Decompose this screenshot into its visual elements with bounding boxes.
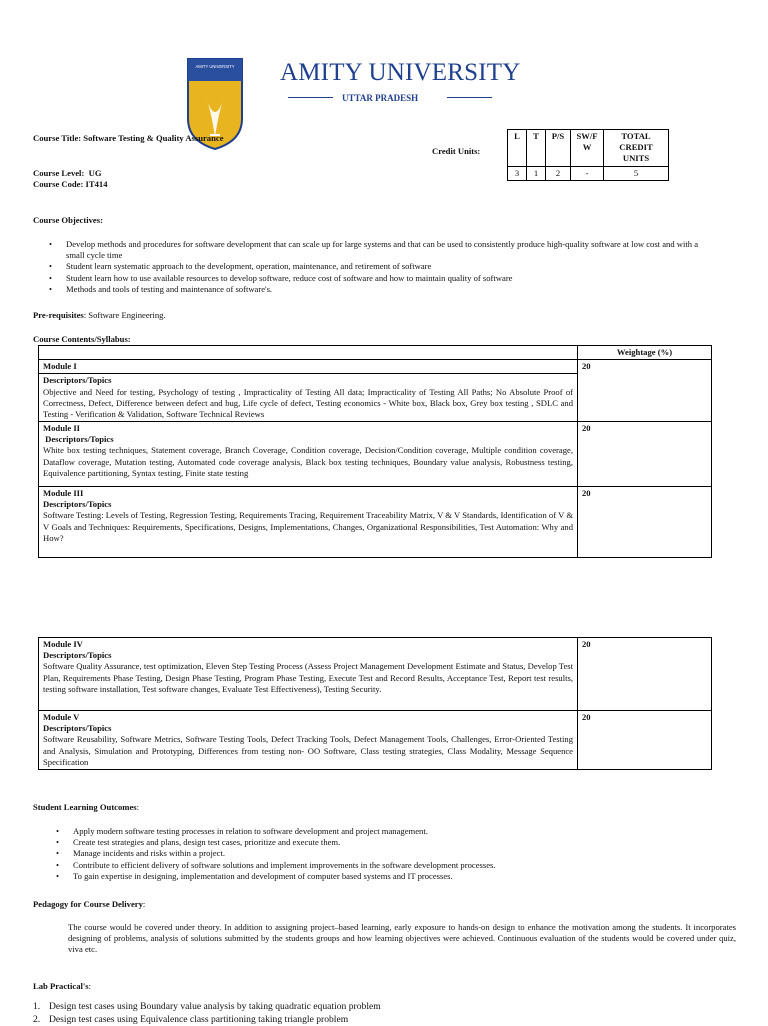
header-rule-right — [447, 97, 492, 98]
objective-item: • Methods and tools of testing and maintenance of software's. — [33, 284, 713, 295]
course-level: UG — [88, 168, 102, 178]
syllabus-header-empty — [39, 346, 578, 360]
module-3-name: Module III — [43, 488, 84, 499]
syllabus-table-1 — [38, 345, 712, 558]
module-3-text: Software Testing: Levels of Testing, Regression Testing, Requirements Tracing, Requirement Traceability Matrix, V & V Standards, Identification of V & V Goals and Techniques: Requirements, Specifications, Designs, Implementations, Changes, Organizational Responsibilities, Test Automation: Why and How? — [43, 510, 573, 543]
pedagogy-colon: : — [142, 899, 146, 909]
course-level-label: Course Level: — [33, 168, 85, 178]
course-code: IT414 — [85, 179, 108, 189]
credit-value-ps: 2 — [546, 166, 571, 180]
module-2-text: White box testing techniques, Statement coverage, Branch Coverage, Condition coverage, Decision/Condition coverage, Multiple condition coverage, Dataflow coverage, Mutation testing, Automated code coverage analysis, Black box testing techniques, Boundary value analysis, Robustness testing, Equivalence partitioning, Syntax testing, Finite state testing — [43, 445, 573, 478]
credit-value-swfw: - — [571, 166, 604, 180]
objectives-list — [33, 239, 713, 295]
syllabus-heading: Course Contents/Syllabus: — [33, 334, 131, 344]
module-3-weight: 20 — [578, 487, 712, 558]
module-5-cell — [39, 711, 578, 770]
pedagogy-heading-line — [33, 899, 145, 910]
lab-heading-line — [33, 981, 91, 992]
credit-header-t: T — [527, 130, 546, 167]
prereq-label: Pre-requisites — [33, 310, 84, 320]
module-4-desc-label: Descriptors/Topics — [43, 650, 112, 661]
outcome-item: • Create test strategies and plans, design test cases, prioritize and execute them. — [40, 837, 720, 848]
module-1-weight: 20 — [578, 360, 712, 422]
module-2-name: Module II — [43, 423, 81, 434]
module-4-cell — [39, 638, 578, 711]
credit-value-total: 5 — [604, 166, 669, 180]
header-rule-left — [288, 97, 333, 98]
course-title: Software Testing & Quality Assurance — [83, 133, 224, 143]
module-5-weight: 20 — [578, 711, 712, 770]
module-2-weight: 20 — [578, 422, 712, 487]
syllabus-table-2 — [38, 637, 712, 770]
lab-item-text: Design test cases using Equivalence class partitioning taking triangle problem — [49, 1014, 349, 1025]
outcome-item: • Apply modern software testing processes in relation to software development and project management. — [40, 826, 720, 837]
outcomes-colon: : — [136, 802, 139, 812]
credit-value-l: 3 — [508, 166, 527, 180]
course-title-line — [33, 133, 224, 144]
lab-item-number: 1. — [33, 1001, 41, 1012]
credit-table — [507, 129, 669, 181]
module-4-text: Software Quality Assurance, test optimization, Eleven Step Testing Process (Assess Project Management Development Estimate and Status, Develop Test Plan, Requirements Phase Testing, Design Phase Testing, Program Phase Testing, Execute Test and Record Results, Acceptance Test, Report test results, testing software installation, Test software changes, Evaluate Test Effectiveness), Testing Security. — [43, 661, 573, 694]
outcome-item: • To gain expertise in designing, implementation and development of computer based systems and IT processes. — [40, 871, 720, 882]
course-code-label: Course Code: — [33, 179, 84, 189]
module-3-cell — [39, 487, 578, 558]
credit-header-ps: P/S — [546, 130, 571, 167]
module-2-desc-label: Descriptors/Topics — [43, 434, 114, 445]
course-title-label: Course Title: — [33, 133, 82, 143]
prereq-value: : Software Engineering. — [83, 310, 166, 320]
module-5-name: Module V — [43, 712, 80, 722]
objectives-heading: Course Objectives: — [33, 215, 103, 225]
module-5-text: Software Reusability, Software Metrics, Software Testing Tools, Defect Tracking Tools, Defect Management Tools, Challenges, Error-Oriented Testing and Analysis, Simulation and Prototyping, Differences from testing non- OO Software, Class testing strategies, Class Modality, Message Sequence Specification — [43, 734, 573, 767]
course-level-line — [33, 168, 102, 179]
objective-item: • Student learn systematic approach to the development, operation, maintenance, and retirement of software — [33, 261, 713, 272]
module-1-topics — [39, 374, 578, 422]
course-code-line — [33, 179, 108, 190]
outcomes-heading: Student Learning Outcomes — [33, 802, 137, 812]
module-3-desc-label: Descriptors/Topics — [43, 499, 112, 510]
university-subtitle: UTTAR PRADESH — [342, 93, 419, 103]
module-1-cell — [39, 360, 578, 374]
credit-header-total: TOTAL CREDIT UNITS — [604, 130, 669, 167]
module-4-name: Module IV — [43, 639, 83, 649]
pedagogy-heading: Pedagogy for Course Delivery — [33, 899, 143, 909]
objective-item: • Develop methods and procedures for software development that can scale up for large systems and that can be used to consistently produce high-quality software at low cost and with a small cycle time — [33, 239, 713, 261]
logo-text: AMITY UNIVERSITY — [195, 64, 235, 69]
module-4-weight: 20 — [578, 638, 712, 711]
lab-item — [33, 1001, 381, 1013]
lab-heading: Lab Practical's — [33, 981, 89, 991]
lab-item-text: Design test cases using Boundary value analysis by taking quadratic equation problem — [49, 1001, 381, 1012]
objective-item: • Student learn how to use available resources to develop software, reduce cost of software and how to maintain quality of software — [33, 273, 713, 284]
outcome-item: • Manage incidents and risks within a project. — [40, 848, 720, 859]
outcomes-list — [40, 826, 720, 882]
lab-colon: : — [88, 981, 92, 991]
weightage-header: Weightage (%) — [578, 346, 712, 360]
credit-header-swfw: SW/F W — [571, 130, 604, 167]
credit-value-t: 1 — [527, 166, 546, 180]
outcome-item: • Contribute to efficient delivery of software solutions and implement improvements in the software development processes. — [40, 860, 720, 871]
credit-header-l: L — [508, 130, 527, 167]
university-name: AMITY UNIVERSITY — [280, 59, 521, 86]
lab-item-number: 2. — [33, 1014, 41, 1025]
module-1-text: Objective and Need for testing, Psychology of testing , Impracticality of Testing All data; Impracticality of Testing All Paths; No Absolute Proof of Correctness, Defect, Difference between defect and bug, Life cycle of defect, Testing economics - White box, Black box, Grey box testing , SDLC and Testing - Verification & Validation, Software Technical Reviews — [43, 386, 573, 419]
module-5-desc-label: Descriptors/Topics — [43, 723, 112, 734]
module-1-desc-label: Descriptors/Topics — [43, 375, 112, 386]
module-2-cell — [39, 422, 578, 487]
credit-units-label: Credit Units: — [432, 146, 481, 156]
outcomes-heading-line — [33, 802, 139, 813]
module-1-name: Module I — [43, 361, 77, 372]
lab-item — [33, 1014, 348, 1026]
pedagogy-text: The course would be covered under theory. In addition to assigning project–based learning, early exposure to hands-on design to enhance the motivation among the students. It incorporates designing of problems, analysis of solutions submitted by the students groups and how learning objectives were achieved. Continuous evaluation of the students would be covered under quiz, viva etc. — [68, 922, 736, 955]
prereq-line — [33, 310, 166, 321]
